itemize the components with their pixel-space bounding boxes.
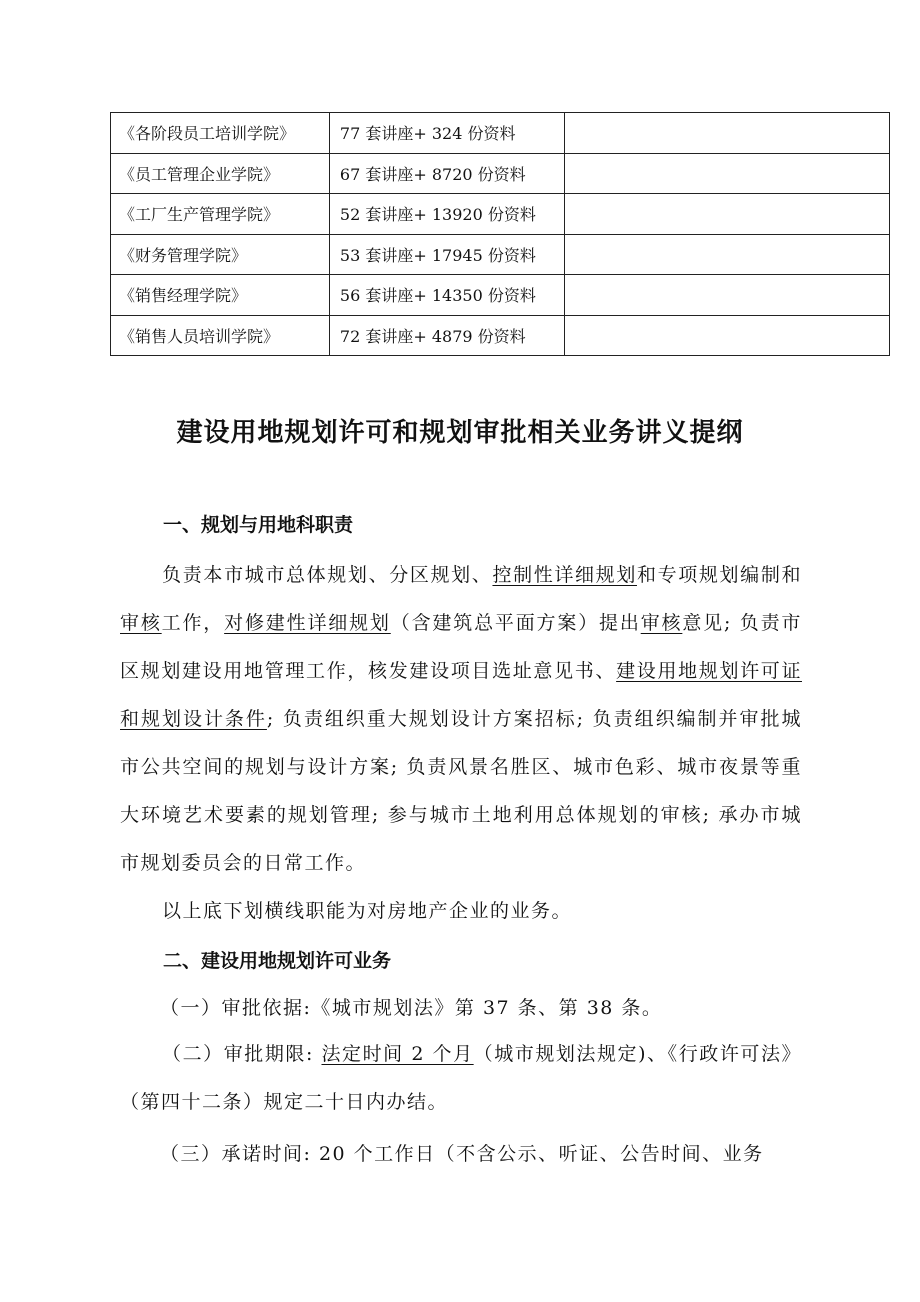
table-row xyxy=(111,275,890,316)
table-cell-name: 《各阶段员工培训学院》 xyxy=(111,113,330,154)
underlined-duty: 审核 xyxy=(640,612,683,634)
duties-paragraph xyxy=(120,551,802,887)
table-row xyxy=(111,194,890,235)
table-cell-content: 56 套讲座+ 14350 份资料 xyxy=(329,275,564,316)
section-heading-2: 二、建设用地规划许可业务 xyxy=(163,950,392,972)
list-item-promise: （三）承诺时间: 20 个工作日（不含公示、听证、公告时间、业务 xyxy=(160,1143,764,1165)
text-run: （城市规划法规定)、《行政许可法》（第四十二条）规定二十日内办结。 xyxy=(120,1043,803,1113)
section-heading-1: 一、规划与用地科职责 xyxy=(163,514,354,536)
table-cell-extra xyxy=(564,275,889,316)
table-cell-content: 67 套讲座+ 8720 份资料 xyxy=(329,153,564,194)
text-run: 工作， xyxy=(161,612,225,634)
table-cell-name: 《员工管理企业学院》 xyxy=(111,153,330,194)
table-cell-content: 53 套讲座+ 17945 份资料 xyxy=(329,234,564,275)
text-run: （二）审批期限: xyxy=(162,1043,322,1065)
list-item-period xyxy=(120,1030,802,1126)
table-cell-extra xyxy=(564,113,889,154)
table-cell-name: 《销售经理学院》 xyxy=(111,275,330,316)
table-cell-content: 52 套讲座+ 13920 份资料 xyxy=(329,194,564,235)
document-title: 建设用地规划许可和规划审批相关业务讲义提纲 xyxy=(176,418,744,448)
underlined-duty: 控制性详细规划 xyxy=(492,564,637,586)
table-row xyxy=(111,315,890,356)
note-paragraph: 以上底下划横线职能为对房地产企业的业务。 xyxy=(162,900,573,922)
text-run: （含建筑总平面方案）提出 xyxy=(390,612,641,634)
catalog-table xyxy=(110,112,890,356)
table-row xyxy=(111,153,890,194)
catalog-table-body xyxy=(111,113,890,356)
text-run: 和专项规划编制和 xyxy=(636,564,802,586)
text-run: ; 负责组织重大规划设计方案招标; 负责组织编制并审批城市公共空间的规划与设计方案; 负责风景名胜区、城市色彩、城市夜景等重大环境艺术要素的规划管理; 参与城市土地利用总体规划的审核; 承办市城市规划委员会的日常工作。 xyxy=(120,708,802,874)
table-cell-extra xyxy=(564,194,889,235)
table-cell-content: 77 套讲座+ 324 份资料 xyxy=(329,113,564,154)
underlined-duty: 建设用地规划许可证和规划设计条件 xyxy=(120,660,802,730)
list-item-basis: （一）审批依据:《城市规划法》第 37 条、第 38 条。 xyxy=(160,997,663,1019)
table-row xyxy=(111,234,890,275)
table-cell-extra xyxy=(564,153,889,194)
table-row xyxy=(111,113,890,154)
table-cell-content: 72 套讲座+ 4879 份资料 xyxy=(329,315,564,356)
table-cell-name: 《工厂生产管理学院》 xyxy=(111,194,330,235)
text-run: 意见; 负责市区规划建设用地管理工作，核发建设项目选址意见书、 xyxy=(120,612,802,682)
table-cell-extra xyxy=(564,315,889,356)
underlined-period: 法定时间 2 个月 xyxy=(321,1043,474,1065)
text-run: 负责本市城市总体规划、分区规划、 xyxy=(162,564,493,586)
underlined-duty: 对修建性详细规划 xyxy=(224,612,391,634)
table-cell-name: 《销售人员培训学院》 xyxy=(111,315,330,356)
underlined-duty: 审核 xyxy=(120,612,162,634)
table-cell-name: 《财务管理学院》 xyxy=(111,234,330,275)
table-cell-extra xyxy=(564,234,889,275)
